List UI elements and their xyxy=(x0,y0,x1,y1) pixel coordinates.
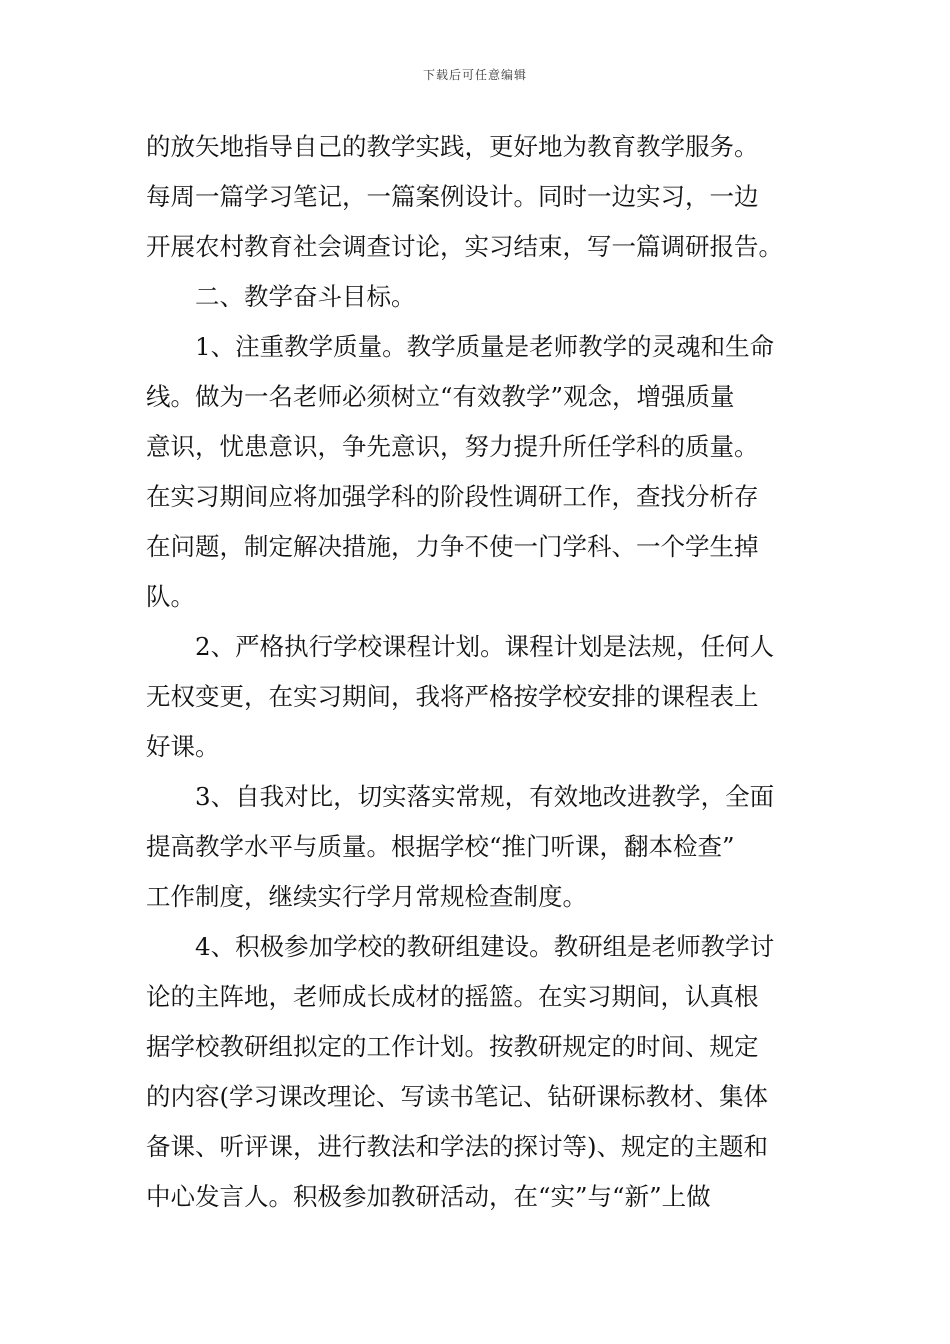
section-heading: 二、教学奋斗目标。 xyxy=(195,282,416,311)
text-line: 提高教学水平与质量。根据学校“推门听课，翻本检查” xyxy=(146,832,735,861)
text-line: 论的主阵地，老师成长成材的摇篮。在实习期间，认真根 xyxy=(146,982,759,1011)
text-line: 中心发言人。积极参加教研活动，在“实”与“新”上做 xyxy=(146,1182,711,1211)
paragraph-start: 1、注重教学质量。教学质量是老师教学的灵魂和生命 xyxy=(195,332,775,361)
text-line: 队。 xyxy=(146,582,195,611)
paragraph-start: 4、积极参加学校的教研组建设。教研组是老师教学讨 xyxy=(195,932,775,961)
text-line: 好课。 xyxy=(146,732,220,761)
paragraph-start: 2、严格执行学校课程计划。课程计划是法规，任何人 xyxy=(195,632,775,661)
text-line: 无权变更，在实习期间，我将严格按学校安排的课程表上 xyxy=(146,682,759,711)
text-line: 的放矢地指导自己的教学实践，更好地为教育教学服务。 xyxy=(146,132,759,161)
text-line: 在问题，制定解决措施，力争不使一门学科、一个学生掉 xyxy=(146,532,759,561)
page-header: 下载后可任意编辑 xyxy=(422,68,527,82)
text-line: 的内容(学习课改理论、写读书笔记、钻研课标教材、集体 xyxy=(146,1082,769,1111)
text-line: 据学校教研组拟定的工作计划。按教研规定的时间、规定 xyxy=(146,1032,759,1061)
text-line: 工作制度，继续实行学月常规检查制度。 xyxy=(146,882,587,911)
text-line: 线。做为一名老师必须树立“有效教学”观念，增强质量 xyxy=(146,382,735,411)
text-line: 每周一篇学习笔记，一篇案例设计。同时一边实习，一边 xyxy=(146,182,759,211)
text-line: 开展农村教育社会调查讨论，实习结束，写一篇调研报告。 xyxy=(146,232,783,261)
paragraph-start: 3、自我对比，切实落实常规，有效地改进教学，全面 xyxy=(195,782,775,811)
document-body xyxy=(146,122,810,1222)
text-line: 备课、听评课，进行教法和学法的探讨等)、规定的主题和 xyxy=(146,1132,769,1161)
text-line: 意识，忧患意识，争先意识，努力提升所任学科的质量。 xyxy=(146,432,759,461)
text-line: 在实习期间应将加强学科的阶段性调研工作，查找分析存 xyxy=(146,482,759,511)
